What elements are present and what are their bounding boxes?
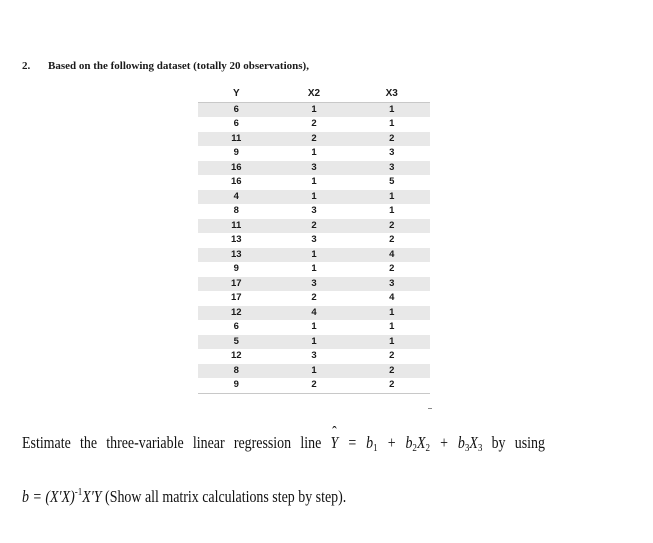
cell-x3: 1 [353, 335, 430, 350]
cell-x2: 1 [275, 262, 354, 277]
table-body [198, 102, 430, 393]
cell-x3: 1 [353, 190, 430, 205]
question-header [22, 60, 309, 72]
cell-y: 6 [198, 117, 275, 132]
table-row [198, 161, 430, 176]
table-row [198, 378, 430, 393]
cell-y: 6 [198, 320, 275, 335]
cell-y: 12 [198, 306, 275, 321]
cell-y: 17 [198, 277, 275, 292]
cell-x2: 3 [275, 277, 354, 292]
table-row [198, 190, 430, 205]
instruction-line2-suffix: (Show all matrix calculations step by step). [105, 487, 347, 506]
cell-x3: 4 [353, 291, 430, 306]
table-row [198, 277, 430, 292]
dataset-table [198, 87, 430, 394]
table-row [198, 248, 430, 263]
cell-y: 9 [198, 378, 275, 393]
cell-y: 17 [198, 291, 275, 306]
cell-x2: 1 [275, 364, 354, 379]
cell-x2: 3 [275, 233, 354, 248]
cell-y: 16 [198, 175, 275, 190]
cell-x3: 1 [353, 117, 430, 132]
regression-equation: ˆ $Y = b_1 + b_2X_2 + b_3X_3$ [330, 433, 482, 452]
table-row [198, 291, 430, 306]
ols-estimator-equation: $b = (X'X)^{-1}X'Y$ [22, 486, 102, 506]
cell-x2: 1 [275, 146, 354, 161]
cell-y: 8 [198, 204, 275, 219]
cell-y: 12 [198, 349, 275, 364]
cell-y: 6 [198, 102, 275, 117]
cell-y: 11 [198, 219, 275, 234]
cell-x3: 3 [353, 277, 430, 292]
table-row [198, 320, 430, 335]
stray-mark [428, 408, 432, 409]
cell-x2: 1 [275, 248, 354, 263]
instruction-line-1 [22, 433, 545, 454]
header-x3: X3 [353, 87, 430, 102]
instruction-prefix: Estimate the three-variable linear regression line [22, 433, 322, 452]
cell-x2: 2 [275, 291, 354, 306]
cell-x3: 3 [353, 161, 430, 176]
table-row [198, 262, 430, 277]
table-row [198, 233, 430, 248]
cell-x2: 3 [275, 349, 354, 364]
table-row [198, 204, 430, 219]
cell-x3: 2 [353, 349, 430, 364]
table-row [198, 364, 430, 379]
instruction-line-2 [22, 486, 346, 507]
cell-x2: 1 [275, 190, 354, 205]
cell-x3: 2 [353, 219, 430, 234]
table-row [198, 132, 430, 147]
cell-x2: 3 [275, 161, 354, 176]
cell-x2: 2 [275, 132, 354, 147]
cell-x3: 2 [353, 378, 430, 393]
cell-y: 5 [198, 335, 275, 350]
cell-x2: 4 [275, 306, 354, 321]
cell-y: 16 [198, 161, 275, 176]
cell-x3: 2 [353, 262, 430, 277]
instruction-suffix: by using [491, 433, 545, 452]
cell-x3: 1 [353, 102, 430, 117]
cell-y: 9 [198, 262, 275, 277]
cell-x3: 1 [353, 306, 430, 321]
cell-y: 13 [198, 233, 275, 248]
cell-x3: 1 [353, 320, 430, 335]
question-intro: Based on the following dataset (totally 20 observations), [48, 60, 309, 72]
header-y: Y [198, 87, 275, 102]
table-row [198, 102, 430, 117]
table-row [198, 146, 430, 161]
cell-y: 8 [198, 364, 275, 379]
cell-x2: 1 [275, 335, 354, 350]
cell-x3: 3 [353, 146, 430, 161]
cell-y: 11 [198, 132, 275, 147]
cell-x2: 2 [275, 219, 354, 234]
table-row [198, 175, 430, 190]
table-header-row [198, 87, 430, 102]
cell-x2: 1 [275, 175, 354, 190]
cell-y: 4 [198, 190, 275, 205]
table-row [198, 349, 430, 364]
cell-x3: 2 [353, 364, 430, 379]
header-x2: X2 [275, 87, 354, 102]
cell-x3: 4 [353, 248, 430, 263]
cell-x2: 1 [275, 102, 354, 117]
table-row [198, 335, 430, 350]
question-number: 2. [22, 60, 31, 72]
cell-x2: 3 [275, 204, 354, 219]
cell-x2: 1 [275, 320, 354, 335]
cell-x3: 2 [353, 132, 430, 147]
cell-x2: 2 [275, 378, 354, 393]
cell-x3: 2 [353, 233, 430, 248]
table-row [198, 219, 430, 234]
cell-y: 13 [198, 248, 275, 263]
cell-x3: 5 [353, 175, 430, 190]
cell-x3: 1 [353, 204, 430, 219]
table-row [198, 306, 430, 321]
table-row [198, 117, 430, 132]
cell-y: 9 [198, 146, 275, 161]
cell-x2: 2 [275, 117, 354, 132]
